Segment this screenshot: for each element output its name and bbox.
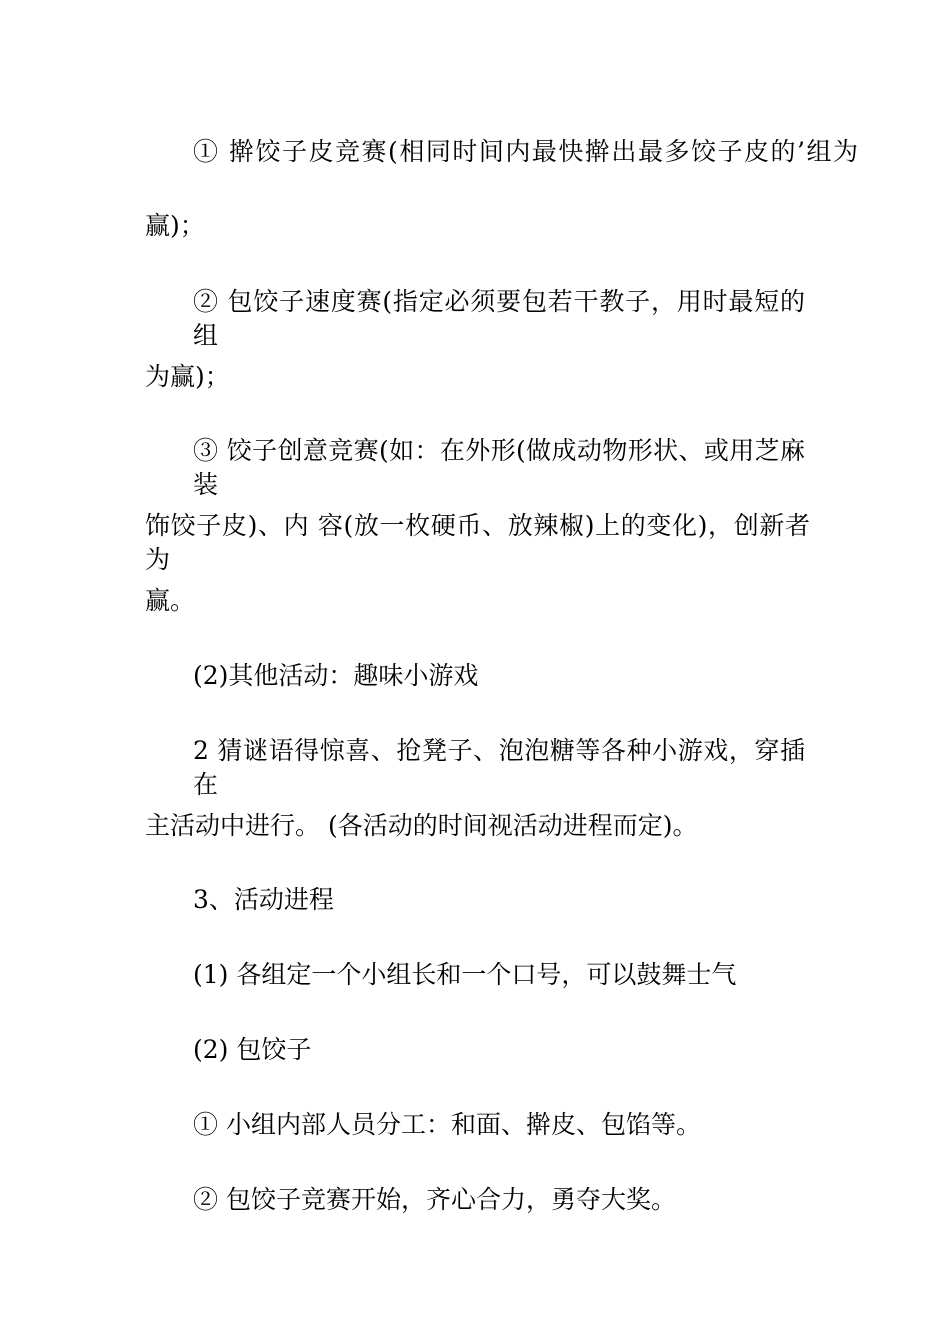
paragraph-line: ① 擀饺子皮竞赛(相同时间内最快擀出最多饺子皮的’组为 (193, 137, 858, 166)
section-heading: 3、活动进程 (193, 885, 334, 914)
paragraph-line: 2 猜谜语得惊喜、抢凳子、泡泡糖等各种小游戏，穿插在 (193, 736, 805, 799)
list-item: (2) 包饺子 (193, 1035, 312, 1064)
paragraph-line: 赢)； (145, 211, 205, 240)
subheading: (2)其他活动：趣味小游戏 (193, 661, 479, 690)
paragraph-line: 饰饺子皮)、内 容(放一枚硬币、放辣椒)上的变化)，创新者为 (145, 511, 810, 574)
list-item: (1) 各组定一个小组长和一个口号，可以鼓舞士气 (193, 960, 737, 989)
list-item: ② 包饺子竞赛开始，齐心合力，勇夺大奖。 (193, 1185, 676, 1214)
paragraph-line: ② 包饺子速度赛(指定必须要包若干教子，用时最短的组 (193, 287, 805, 350)
paragraph-line: 主活动中进行。 (各活动的时间视活动进程而定)。 (145, 811, 698, 840)
list-item: ① 小组内部人员分工：和面、擀皮、包馅等。 (193, 1110, 701, 1139)
paragraph-line: 赢。 (145, 586, 196, 615)
paragraph-line: 为赢)； (145, 362, 230, 391)
paragraph-line: ③ 饺子创意竞赛(如：在外形(做成动物形状、或用芝麻装 (193, 436, 805, 499)
